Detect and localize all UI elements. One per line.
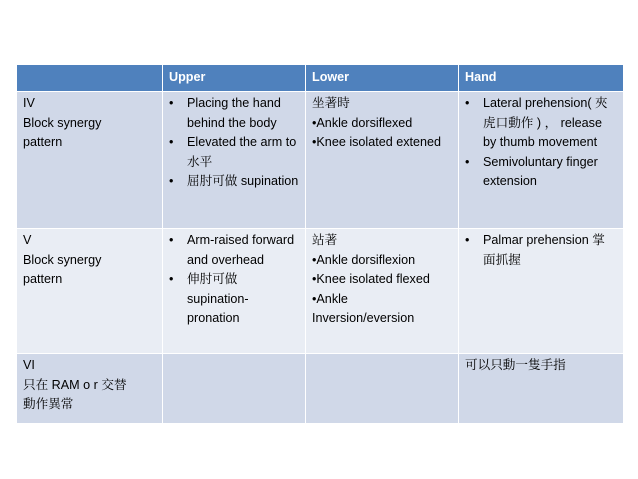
header-corner-cell [17,65,163,92]
table-row [17,92,624,229]
hand-list [465,94,617,192]
hand-cell [459,354,624,424]
stage-line: pattern [23,135,63,149]
stage-line: pattern [23,272,63,286]
table-row [17,354,624,424]
stage-cell [17,92,163,229]
list-item: • Arm-raised forward and overhead [169,231,299,270]
upper-cell [163,92,306,229]
lower-line: •Knee isolated extened [312,135,442,149]
upper-cell [163,229,306,354]
upper-list [169,94,299,192]
table-row [17,229,624,354]
lower-line: •Ankle dorsiflexion [312,252,416,267]
list-item: • 屈肘可做 supination [169,172,299,192]
upper-list [169,231,299,329]
stage-line: 動作異常 [23,397,74,411]
header-hand: Hand [459,65,624,92]
lower-cell [306,354,459,424]
list-item: • Placing the hand behind the body [169,94,299,133]
stage-line: V [23,233,32,247]
list-item: • 伸肘可做 supination-pronation [169,270,299,329]
header-lower: Lower [306,65,459,92]
hand-line: 可以只動一隻手指 [465,358,566,372]
list-item: • Elevated the arm to 水平 [169,133,299,172]
hand-cell [459,92,624,229]
stage-line: Block synergy [23,252,102,267]
stage-line: Block synergy [23,115,102,130]
lower-line: •Knee isolated flexed [312,272,430,286]
lower-line: •Ankle dorsiflexed [312,115,413,130]
stage-line: VI [23,358,35,372]
lower-line: 坐著時 [312,96,350,110]
lower-cell [306,229,459,354]
brunnstrom-stage-table [16,64,624,424]
list-item: • Palmar prehension 掌面抓握 [465,231,617,270]
lower-cell [306,92,459,229]
list-item: • Lateral prehension( 夾虎口動作 ) ， release by thumb movement [465,94,617,153]
stage-cell [17,354,163,424]
lower-line: 站著 [312,233,338,247]
list-item: • Semivoluntary finger extension [465,153,617,192]
upper-cell [163,354,306,424]
header-upper: Upper [163,65,306,92]
hand-cell [459,229,624,354]
stage-line: 只在 RAM o r 交替 [23,377,127,392]
lower-line: •Ankle Inversion/eversion [312,291,415,325]
header-row [17,65,624,92]
hand-list [465,231,617,270]
stage-line: IV [23,96,35,110]
stage-cell [17,229,163,354]
